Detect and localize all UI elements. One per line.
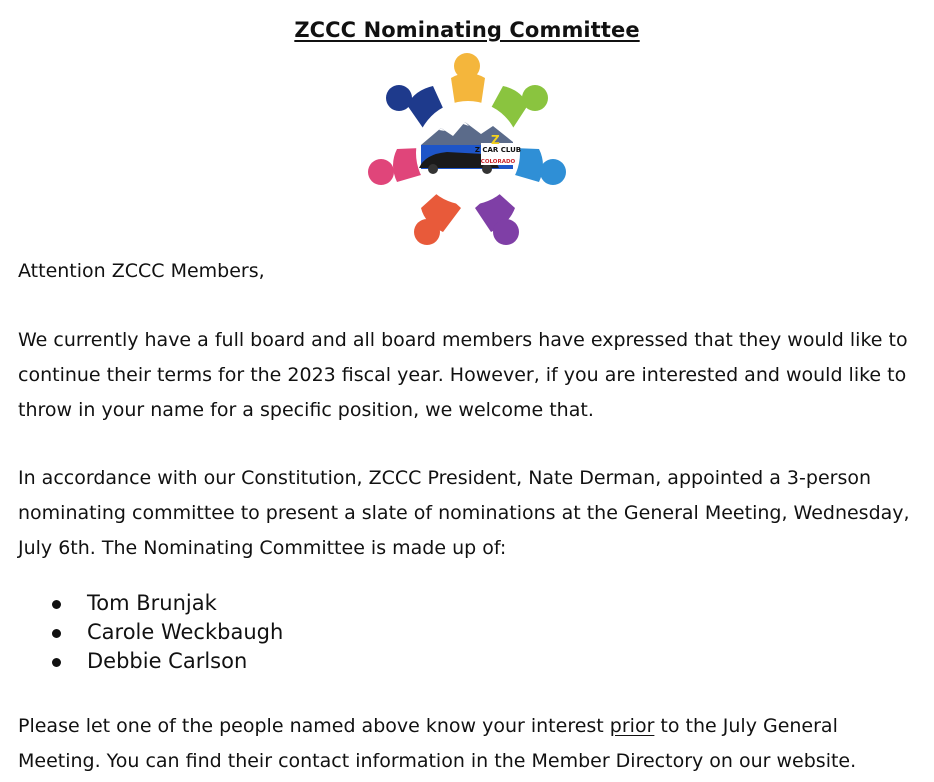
teamwork-circle-icon <box>363 50 573 250</box>
logo-text-line2: COLORADO <box>480 159 516 165</box>
svg-text:Z: Z <box>491 133 500 147</box>
list-item <box>0 618 283 647</box>
committee-list <box>0 589 283 676</box>
paragraph-text-before: Please let one of the people named above know your interest <box>18 715 610 737</box>
bullet-icon <box>52 629 61 638</box>
paragraph-text-after: to the July General Meeting. You can find their contact information in the Member Directory on our website. <box>18 715 857 772</box>
paragraph-board-status: We currently have a full board and all board members have expressed that they would like to continue their terms for the 2023 fiscal year. However, if you are interested and would like to throw in your name for a specific position, we welcome that. <box>18 329 908 421</box>
committee-member-name: Debbie Carlson <box>87 649 248 673</box>
committee-member-name: Carole Weckbaugh <box>87 620 284 644</box>
paragraph-nominating-committee: In accordance with our Constitution, ZCCC President, Nate Derman, appointed a 3-person nominating committee to present a slate of nominations at the General Meeting, Wednesday, July 6th. The Nominating Committee is made up of: <box>18 467 910 559</box>
bullet-icon <box>52 658 61 667</box>
committee-member-name: Tom Brunjak <box>87 591 217 615</box>
bullet-icon <box>52 600 61 609</box>
paragraph-contact-instructions <box>18 709 918 779</box>
emphasis-prior: prior <box>609 715 655 737</box>
club-logo <box>363 50 573 250</box>
list-item <box>0 647 283 676</box>
page-title: ZCCC Nominating Committee <box>294 18 640 42</box>
greeting: Attention ZCCC Members, <box>18 260 265 282</box>
logo-text-line1: Z CAR CLUB <box>474 146 522 154</box>
list-item <box>0 589 283 618</box>
